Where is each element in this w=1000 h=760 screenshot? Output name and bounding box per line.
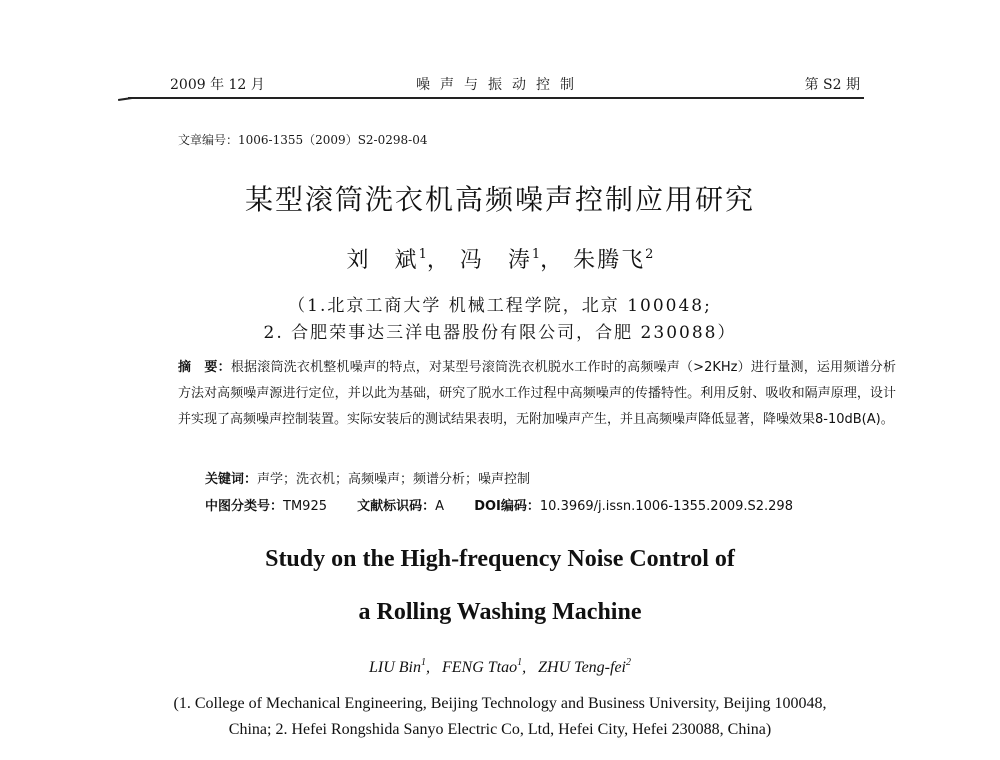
keywords-label: 关键词： — [205, 472, 258, 487]
header-rule-tail — [118, 97, 132, 101]
keywords-text: 声学；洗衣机；高频噪声；频谱分析；噪声控制 — [257, 472, 531, 487]
doi-value: 10.3969/j.issn.1006-1355.2009.S2.298 — [539, 499, 793, 514]
cn-author-name: 朱腾飞 — [573, 248, 646, 273]
en-author-name: ZHU Teng-fei — [538, 659, 626, 676]
cn-author-name: 冯 涛 — [459, 248, 532, 273]
doc-code-label: 文献标识码： — [357, 499, 436, 514]
cn-author-sup: 2 — [645, 247, 654, 262]
doc-code-value: A — [435, 499, 445, 514]
en-affiliation-2: China; 2. Hefei Rongshida Sanyo Electric Co, Ltd, Hefei City, Hefei 230088, China) — [228, 721, 772, 738]
cn-affiliation-2: 2. 合肥荣事达三洋电器股份有限公司，合肥 230088） — [263, 323, 737, 343]
en-author-name: FENG Ttao — [442, 659, 518, 676]
article-number-label: 文章编号： — [178, 133, 239, 147]
en-author-sup: 1 — [517, 657, 523, 668]
en-title-line-1: Study on the High-frequency Noise Control of — [265, 546, 735, 572]
en-authors: LIU Bin$^1$, FENG Ttao$^1$, ZHU Teng-fei$^2$ — [369, 657, 631, 676]
cn-title: 某型滚筒洗衣机高频噪声控制应用研究 — [244, 183, 755, 216]
article-number-value: 1006-1355（2009）S2-0298-04 — [238, 133, 428, 147]
cn-author-sup: 1 — [531, 247, 541, 262]
doi-label: DOI编码： — [474, 499, 540, 514]
article-number — [178, 131, 427, 148]
en-author-sup: 2 — [625, 657, 631, 668]
cn-classification — [205, 495, 793, 514]
cn-keywords — [205, 468, 530, 487]
cn-author-sup: 1 — [418, 247, 427, 262]
en-author-sup: 1 — [421, 657, 426, 668]
abstract-text: 根据滚筒洗衣机整机噪声的特点，对某型号滚筒洗衣机脱水工作时的高频噪声（>2KHz）进行量测，运用频谱分析方法对高频噪声源进行定位，并以此为基础，研究了脱水工作过程中高频噪声的传播特性。利用反射、吸收和隔声原理，设计并实现了高频噪声控制装置。实际安装后的测试结果表明，无附加噪声产生，并且高频噪声降低显著，降噪效果8-10dB(A)。 — [178, 360, 896, 427]
cn-authors: 刘 斌$^1$， 冯 涛$^1$， 朱腾飞$^2$ — [346, 247, 654, 273]
en-author-name: LIU Bin — [369, 659, 421, 676]
cn-affiliation-1: （1.北京工商大学 机械工程学院，北京 100048; — [288, 296, 712, 316]
header-journal: 噪声与振动控制 — [416, 77, 584, 93]
clc-value: TM925 — [283, 499, 327, 514]
abstract-label: 摘 要： — [178, 360, 231, 375]
cn-author-name: 刘 斌 — [346, 248, 419, 273]
cn-abstract — [178, 355, 896, 433]
header-rule — [128, 97, 864, 99]
en-title-line-2: a Rolling Washing Machine — [358, 599, 642, 625]
header-issue: 第 S2 期 — [804, 77, 860, 93]
en-affiliation-1: (1. College of Mechanical Engineering, Beijing Technology and Business University, Beijing 100048, — [173, 695, 827, 712]
clc-label: 中图分类号： — [205, 499, 284, 514]
header-date: 2009 年 12 月 — [170, 77, 265, 93]
